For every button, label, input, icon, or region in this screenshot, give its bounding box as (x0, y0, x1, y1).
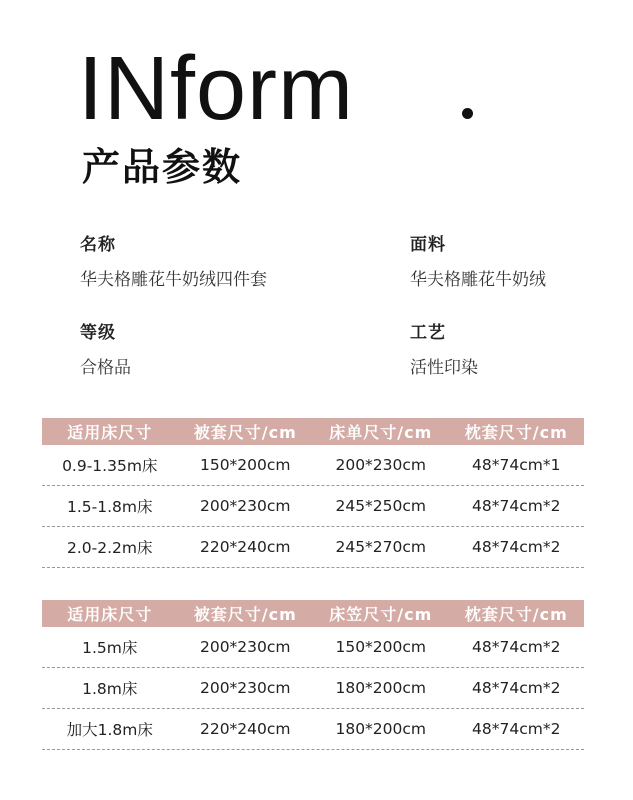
spec-material-value: 华夫格雕花牛奶绒 (410, 270, 546, 290)
table-row (42, 668, 584, 709)
cell-duvet-size: 220*240cm (199, 538, 291, 556)
cell-sheet-size: 200*230cm (335, 456, 427, 474)
header-bed-size: 适用床尺寸 (67, 423, 153, 442)
spec-craft (410, 318, 478, 378)
spec-craft-value: 活性印染 (410, 358, 478, 378)
header-pillowcase-size: 枕套尺寸/cm (464, 423, 568, 442)
cell-pillowcase-size: 48*74cm*2 (472, 538, 561, 556)
spec-name (80, 230, 267, 290)
table-row (42, 527, 584, 568)
header-duvet-size: 被套尺寸/cm (193, 423, 297, 442)
brand-dot (462, 108, 473, 119)
header-bed-size: 适用床尺寸 (67, 605, 153, 624)
spec-material (410, 230, 546, 290)
cell-bed-size: 2.0-2.2m床 (67, 539, 153, 557)
table-row (42, 486, 584, 527)
cell-sheet-size: 245*270cm (335, 538, 427, 556)
cell-pillowcase-size: 48*74cm*1 (472, 456, 561, 474)
table-row (42, 445, 584, 486)
table-header (42, 418, 584, 445)
spec-grade-label: 等级 (80, 323, 116, 343)
spec-grade (80, 318, 131, 378)
cell-duvet-size: 150*200cm (199, 456, 291, 474)
cell-fitted-sheet-size: 180*200cm (335, 679, 427, 697)
size-table-duvet-sheet (42, 418, 584, 568)
spec-grade-value: 合格品 (80, 358, 131, 378)
cell-pillowcase-size: 48*74cm*2 (472, 638, 561, 656)
cell-pillowcase-size: 48*74cm*2 (472, 720, 561, 738)
cell-duvet-size: 200*230cm (199, 638, 291, 656)
page-subtitle: 产品参数 (82, 145, 243, 189)
cell-fitted-sheet-size: 180*200cm (335, 720, 427, 738)
table-row (42, 627, 584, 668)
spec-craft-label: 工艺 (410, 323, 446, 343)
cell-bed-size: 1.5m床 (82, 639, 138, 657)
cell-sheet-size: 245*250cm (335, 497, 427, 515)
cell-fitted-sheet-size: 150*200cm (335, 638, 427, 656)
cell-bed-size: 1.5-1.8m床 (67, 498, 153, 516)
cell-bed-size: 1.8m床 (82, 680, 138, 698)
table-header (42, 600, 584, 627)
cell-duvet-size: 200*230cm (199, 679, 291, 697)
brand-title: INform (78, 39, 354, 139)
header-pillowcase-size: 枕套尺寸/cm (464, 605, 568, 624)
spec-material-label: 面料 (410, 235, 446, 255)
header-fitted-sheet-size: 床笠尺寸/cm (329, 605, 433, 624)
cell-bed-size: 0.9-1.35m床 (62, 457, 158, 475)
cell-pillowcase-size: 48*74cm*2 (472, 679, 561, 697)
spec-name-label: 名称 (80, 235, 116, 255)
header-duvet-size: 被套尺寸/cm (193, 605, 297, 624)
cell-bed-size: 加大1.8m床 (66, 721, 153, 739)
table-row (42, 709, 584, 750)
size-table-duvet-fitted (42, 600, 584, 750)
spec-name-value: 华夫格雕花牛奶绒四件套 (80, 270, 267, 290)
cell-duvet-size: 200*230cm (199, 497, 291, 515)
cell-duvet-size: 220*240cm (199, 720, 291, 738)
cell-pillowcase-size: 48*74cm*2 (472, 497, 561, 515)
header-sheet-size: 床单尺寸/cm (329, 423, 433, 442)
